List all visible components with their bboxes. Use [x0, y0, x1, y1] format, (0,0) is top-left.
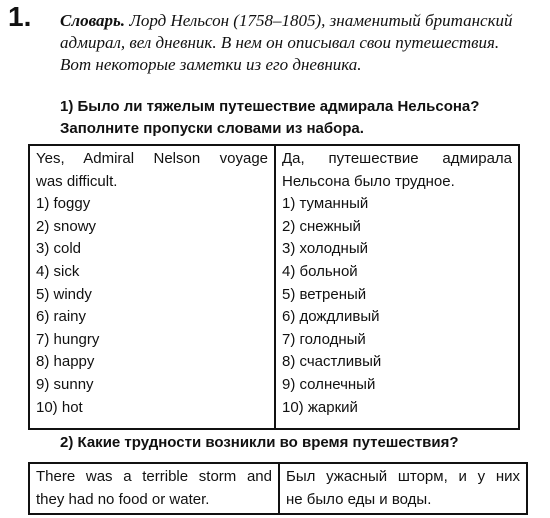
- russian-answer-line-2: не было еды и воды.: [286, 490, 432, 508]
- vocabulary-table: [28, 144, 520, 430]
- english-answer-line-1: There was a terrible storm and: [36, 468, 272, 485]
- russian-word: 1) туманный: [282, 195, 369, 213]
- question-1: 1) Было ли тяжелым путешествие адмирала Нельсона? Заполните пропуски словами из набора.: [60, 98, 480, 137]
- english-word: 6) rainy: [36, 308, 87, 326]
- english-word: 7) hungry: [36, 330, 100, 348]
- english-answer: [29, 463, 279, 514]
- russian-word: 6) дождливый: [282, 308, 380, 326]
- english-header-line-2: was difficult.: [36, 172, 118, 190]
- english-answer-line-2: they had no food or water.: [36, 490, 210, 508]
- question-2: 2) Какие трудности возникли во время путешествия?: [60, 434, 459, 451]
- english-word: 8) happy: [36, 353, 95, 371]
- russian-word: 8) счастливый: [282, 353, 382, 371]
- intro-text: Лорд Нельсон (1758–1805), знаменитый британский адмирал, вел дневник. В нем он описывал свои путешествия. Вот некоторые заметки из его дневника.: [60, 11, 513, 74]
- english-word: 3) cold: [36, 240, 82, 258]
- english-word: 4) sick: [36, 262, 80, 280]
- intro-bold-label: Словарь.: [60, 11, 126, 30]
- english-word: 2) snowy: [36, 217, 97, 235]
- english-word: 9) sunny: [36, 375, 94, 393]
- russian-word: 3) холодный: [282, 240, 368, 258]
- russian-column: [275, 145, 519, 429]
- russian-word: 2) снежный: [282, 217, 361, 235]
- english-word: 1) foggy: [36, 195, 91, 213]
- russian-header-line-1: Да, путешествие адмирала: [282, 150, 512, 167]
- russian-answer-line-1: Был ужасный шторм, и у них: [286, 468, 520, 485]
- russian-word: 9) солнечный: [282, 375, 376, 393]
- russian-word: 10) жаркий: [282, 398, 358, 416]
- exercise-number: 1.: [8, 1, 32, 32]
- russian-word: 7) голодный: [282, 330, 366, 348]
- exercise-intro: [60, 10, 530, 76]
- russian-header-line-2: Нельсона было трудное.: [282, 172, 455, 190]
- english-word: 5) windy: [36, 285, 92, 303]
- english-column: [29, 145, 275, 429]
- russian-answer: [279, 463, 527, 514]
- answer-table: [28, 462, 528, 515]
- english-word: 10) hot: [36, 398, 83, 416]
- english-header-line-1: Yes, Admiral Nelson voyage: [36, 150, 268, 167]
- russian-word: 4) больной: [282, 262, 358, 280]
- russian-word: 5) ветреный: [282, 285, 367, 303]
